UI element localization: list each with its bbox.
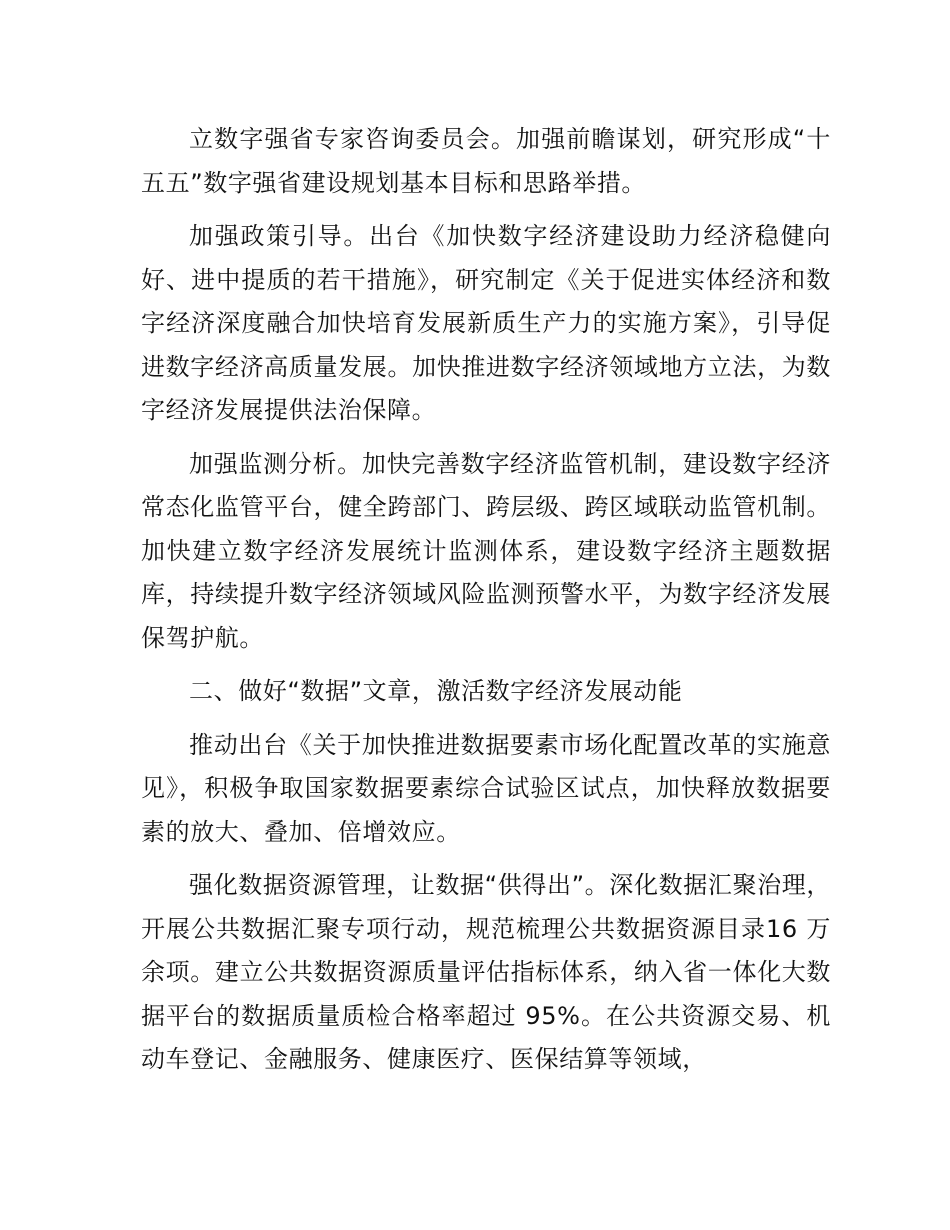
paragraph-expert-committee: 立数字强省专家咨询委员会。加强前瞻谋划，研究形成“十五五”数字强省建设规划基本目标和思路举措。 [141, 125, 831, 197]
paragraph-data-resource-management: 强化数据资源管理，让数据“供得出”。深化数据汇聚治理，开展公共数据汇聚专项行动，规范梳理公共数据资源目录16 万余项。建立公共数据资源质量评估指标体系，纳入省一体化大数据平台的数据质量质检合格率超过 95%。在公共资源交易、机动车登记、金融服务、健康医疗、医保结算等领域， [141, 871, 831, 1073]
section-heading-data: 二、做好“数据”文章，激活数字经济发展动能 [189, 677, 683, 705]
paragraph-data-elements-reform: 推动出台《关于加快推进数据要素市场化配置改革的实施意见》，积极争取国家数据要素综合试验区试点，加快释放数据要素的放大、叠加、倍增效应。 [141, 730, 831, 846]
document-body [141, 118, 831, 1092]
paragraph-monitoring-analysis: 加强监测分析。加快完善数字经济监管机制，建设数字经济常态化监管平台，健全跨部门、跨层级、跨区域联动监管机制。加快建立数字经济发展统计监测体系，建设数字经济主题数据库，持续提升数字经济领域风险监测预警水平，为数字经济发展保驾护航。 [141, 449, 831, 652]
paragraph-policy-guidance: 加强政策引导。出台《加快数字经济建设助力经济稳健向好、进中提质的若干措施》，研究制定《关于促进实体经济和数字经济深度融合加快培育发展新质生产力的实施方案》，引导促进数字经济高质量发展。加快推进数字经济领域地方立法，为数字经济发展提供法治保障。 [141, 222, 831, 424]
